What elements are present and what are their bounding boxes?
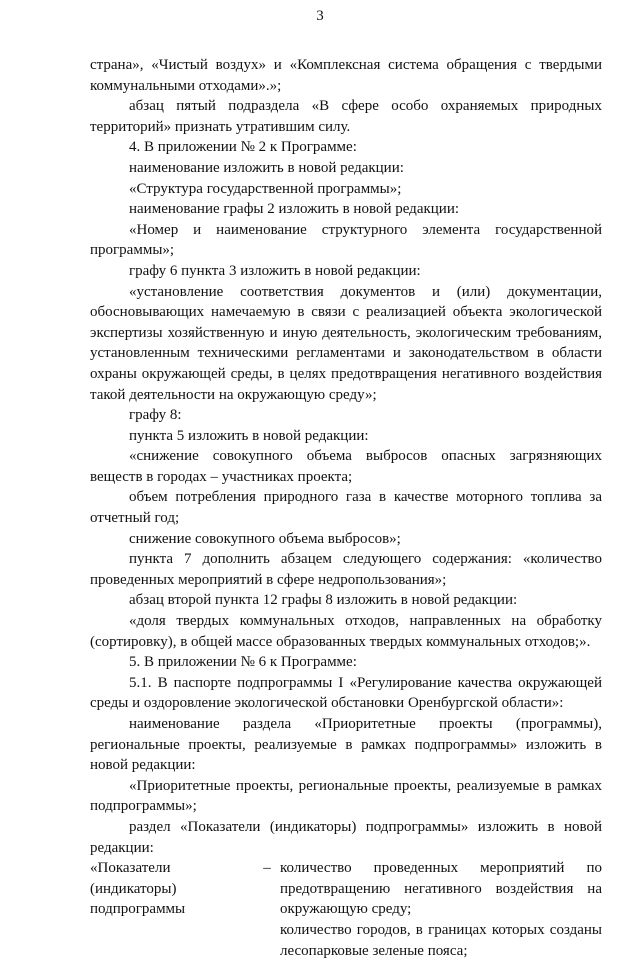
paragraph: пункта 7 дополнить абзацем следующего содержания: «количество проведенных мероприятий в сфере недропользования»; [90, 551, 602, 588]
paragraph: объем потребления природного газа в качестве моторного топлива за отчетный год; [90, 489, 602, 527]
paragraph: абзац второй пункта 12 графы 8 изложить в новой редакции: [129, 592, 518, 609]
document-body [90, 55, 602, 961]
paragraph: графу 8: [129, 407, 182, 424]
paragraph: 4. В приложении № 2 к Программе: [129, 139, 357, 156]
paragraph: «Номер и наименование структурного элемента государственной программы»; [90, 221, 602, 259]
paragraph: «установление соответствия документов и (или) документации, обосновывающих намечаемую в связи с реализацией объекта экологической экспертизы хозяйственную и иную деятельность, экологическим требованиям, установленным техническими регламентами и законодательством в области охраны окружающей среды, в целях предотвращения негативного воздействия такой деятельности на окружающую среду»; [90, 283, 602, 403]
paragraph: наименование графы 2 изложить в новой редакции: [129, 201, 460, 218]
paragraph: 5.1. В паспорте подпрограммы I «Регулирование качества окружающей среды и оздоровление экологической обстановки Оренбургской области»: [90, 674, 602, 712]
paragraph: «Структура государственной программы»; [129, 180, 402, 197]
paragraph: «снижение совокупного объема выбросов опасных загрязняющих веществ в городах – участниках проекта; [90, 448, 602, 485]
indicator-item: количество городов, в границах которых созданы лесопарковые зеленые пояса; [280, 921, 602, 959]
paragraph: 5. В приложении № 6 к Программе: [129, 654, 357, 671]
paragraph: пункта 5 изложить в новой редакции: [129, 427, 369, 444]
indicator-item: количество проведенных мероприятий по предотвращению негативного воздействия на окружающую среду; [280, 860, 602, 918]
paragraph: наименование раздела «Приоритетные проекты (программы), региональные проекты, реализуемые в рамках подпрограммы» изложить в новой редакции: [90, 716, 602, 774]
paragraph: «доля твердых коммунальных отходов, направленных на обработку (сортировку), в общей массе образованных твердых коммунальных отходов;». [90, 613, 602, 650]
paragraph: наименование изложить в новой редакции: [129, 159, 404, 176]
table-dash: – [263, 860, 271, 877]
table-left-cell: «Показатели (индикаторы) подпрограммы [90, 860, 186, 918]
table-right-cell [274, 858, 602, 961]
paragraph: графу 6 пункта 3 изложить в новой редакции: [129, 262, 421, 279]
paragraph: страна», «Чистый воздух» и «Комплексная система обращения с твердыми коммунальными отходами».»; [90, 57, 602, 94]
paragraph: «Приоритетные проекты, региональные проекты, реализуемые в рамках подпрограммы»; [90, 777, 602, 815]
indicators-table-row [90, 858, 602, 961]
page-number: 3 [316, 8, 324, 24]
paragraph: снижение совокупного объема выбросов»; [129, 530, 401, 547]
paragraph: раздел «Показатели (индикаторы) подпрограммы» изложить в новой редакции: [90, 818, 602, 856]
paragraph: абзац пятый подраздела «В сфере особо охраняемых природных территорий» признать утратившим силу. [90, 98, 602, 135]
